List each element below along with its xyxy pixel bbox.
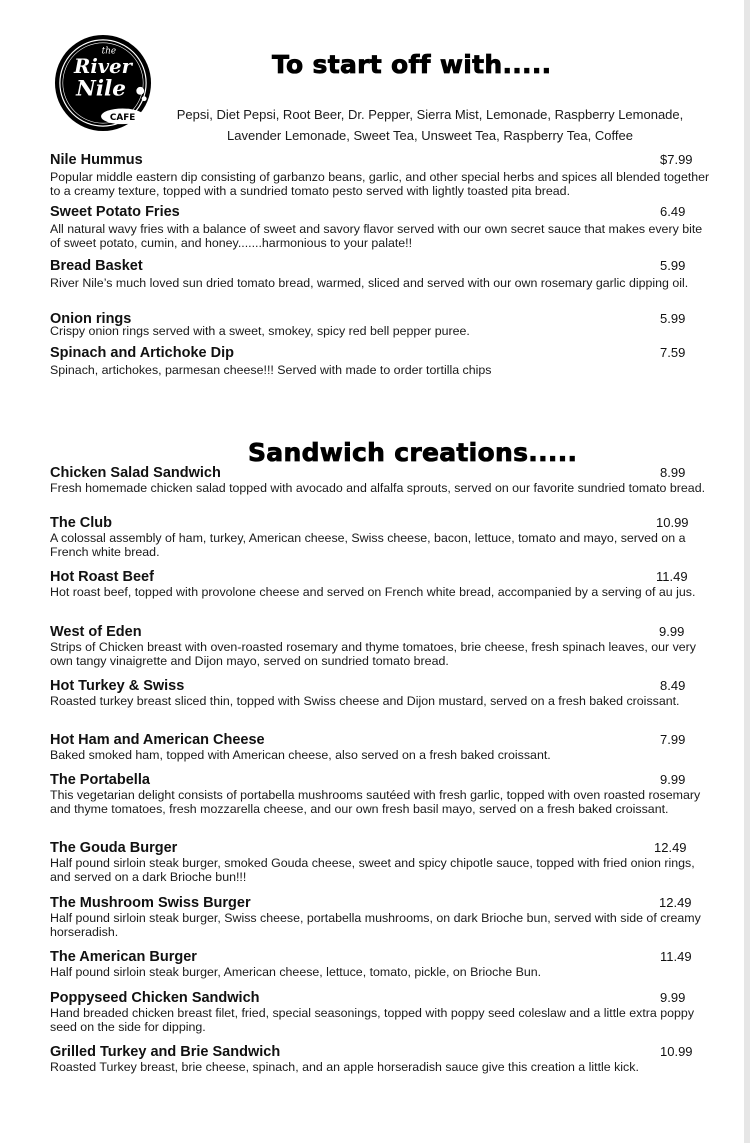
menu-item-price: 11.49 [656, 569, 688, 584]
menu-item-name: West of Eden [50, 624, 142, 640]
menu-item-name: Nile Hummus [50, 152, 143, 168]
menu-item-description: Roasted Turkey breast, brie cheese, spinach, and an apple horseradish sauce give this creation a little kick. [50, 1060, 639, 1074]
menu-item-description: All natural wavy fries with a balance of sweet and savory flavor served with our own secret sauce that makes every bite of sweet potato, cumin, and honey.......harmonious to your palate!! [50, 222, 703, 250]
section-heading-starters: To start off with..... [272, 50, 552, 79]
menu-item-name: Hot Roast Beef [50, 569, 154, 585]
menu-item-name: Spinach and Artichoke Dip [50, 345, 234, 361]
menu-item [50, 152, 710, 198]
menu-item-price: 12.49 [654, 840, 687, 855]
menu-item-description: Half pound sirloin steak burger, American cheese, lettuce, tomato, pickle, on Brioche Bun. [50, 965, 542, 979]
menu-item-description: Baked smoked ham, topped with American cheese, also served on a fresh baked croissant. [50, 748, 551, 762]
menu-item [50, 569, 710, 599]
menu-item-description: Strips of Chicken breast with oven-roasted rosemary and thyme tomatoes, brie cheese, fresh spinach leaves, our very own tangy vinaigrette and Dijon mayo, served on sundried tomato bread. [50, 640, 696, 668]
menu-item-name: The Portabella [50, 772, 150, 788]
menu-item-price: $7.99 [660, 152, 693, 167]
menu-item [50, 895, 710, 939]
menu-item-name: The Mushroom Swiss Burger [50, 895, 251, 911]
menu-item-description: Crispy onion rings served with a sweet, smokey, spicy red bell pepper puree. [50, 324, 470, 338]
logo-river: River [74, 55, 132, 79]
menu-item-description: Hot roast beef, topped with provolone cheese and served on French white bread, accompanied by a serving of au jus. [50, 585, 696, 599]
menu-item-name: Poppyseed Chicken Sandwich [50, 990, 260, 1006]
menu-item-description: Spinach, artichokes, parmesan cheese!!! Served with made to order tortilla chips [50, 363, 492, 377]
menu-item-price: 7.99 [660, 732, 686, 747]
menu-item-price: 8.99 [660, 465, 686, 480]
menu-item [50, 949, 710, 979]
beverages-line-2: Lavender Lemonade, Sweet Tea, Unsweet Tea, Raspberry Tea, Coffee [227, 128, 633, 143]
menu-item-description: Half pound sirloin steak burger, smoked Gouda cheese, sweet and spicy chipotle sauce, topped with fried onion rings, and served on a dark Brioche bun!!! [50, 856, 695, 884]
menu-item-name: Hot Turkey & Swiss [50, 678, 185, 694]
page-edge-shadow [744, 0, 750, 1143]
menu-item-name: Chicken Salad Sandwich [50, 465, 221, 481]
menu-item-price: 11.49 [660, 949, 692, 964]
menu-item-description: River Nile’s much loved sun dried tomato bread, warmed, sliced and served with our own rosemary garlic dipping oil. [50, 276, 689, 290]
menu-item-description: A colossal assembly of ham, turkey, American cheese, Swiss cheese, bacon, lettuce, tomato and mayo, served on a French white bread. [50, 531, 686, 559]
menu-item-name: Bread Basket [50, 258, 143, 274]
menu-item-name: The Club [50, 515, 113, 531]
beverages-line-1: Pepsi, Diet Pepsi, Root Beer, Dr. Pepper, Sierra Mist, Lemonade, Raspberry Lemonade, [176, 107, 684, 122]
menu-item-price: 10.99 [660, 1044, 693, 1059]
menu-item [50, 465, 710, 495]
menu-item-price: 10.99 [656, 515, 689, 530]
menu-item [50, 345, 710, 377]
menu-item-name: Grilled Turkey and Brie Sandwich [50, 1044, 281, 1060]
menu-item-name: Hot Ham and American Cheese [50, 732, 265, 748]
menu-item-description: Hand breaded chicken breast filet, fried, special seasonings, topped with poppy seed coleslaw and a little extra poppy seed on the side for dipping. [50, 1006, 695, 1034]
menu-item-name: Onion rings [50, 311, 132, 327]
menu-item-price: 6.49 [660, 204, 686, 219]
menu-item-name: The American Burger [50, 949, 197, 965]
menu-item-description: Roasted turkey breast sliced thin, topped with Swiss cheese and Dijon mustard, served on a fresh baked croissant. [50, 694, 680, 708]
river-nile-cafe-logo [54, 34, 152, 132]
menu-item-description: Popular middle eastern dip consisting of garbanzo beans, garlic, and other special herbs and spices all blended together to a creamy texture, topped with a sundried tomato pesto served with lightly toasted pita bread. [50, 170, 710, 198]
menu-item-price: 8.49 [660, 678, 686, 693]
menu-item [50, 840, 710, 884]
menu-item-price: 7.59 [660, 345, 686, 360]
menu-item-name: The Gouda Burger [50, 840, 178, 856]
menu-item-price: 9.99 [659, 624, 685, 639]
menu-item [50, 624, 710, 668]
section-heading-sandwiches: Sandwich creations..... [248, 438, 578, 467]
menu-item-name: Sweet Potato Fries [50, 204, 180, 220]
menu-item-price: 5.99 [660, 311, 686, 326]
logo-the: the [101, 46, 117, 57]
menu-item-description: Half pound sirloin steak burger, Swiss cheese, portabella mushrooms, on dark Brioche bun, served with side of creamy horseradish. [50, 911, 701, 939]
logo-nile: Nile [76, 76, 126, 102]
menu-item-price: 5.99 [660, 258, 686, 273]
menu-item-price: 12.49 [659, 895, 692, 910]
menu-item [50, 990, 710, 1034]
menu-item-price: 9.99 [660, 990, 686, 1005]
menu-item [50, 1044, 710, 1074]
menu-item [50, 204, 710, 250]
menu-item [50, 732, 710, 762]
menu-item [50, 772, 710, 816]
menu-item-description: Fresh homemade chicken salad topped with avocado and alfalfa sprouts, served on our favorite sundried tomato bread. [50, 481, 706, 495]
menu-item [50, 311, 710, 338]
menu-item-price: 9.99 [660, 772, 686, 787]
menu-item [50, 678, 710, 708]
logo-cafe: CAFE [109, 113, 136, 124]
menu-item-description: This vegetarian delight consists of portabella mushrooms sautéed with fresh garlic, topped with oven roasted rosemary and thyme tomatoes, fresh mozzarella cheese, and our own fresh basil mayo, served on a fresh baked croissant. [50, 788, 701, 816]
menu-item [50, 515, 710, 559]
menu-item [50, 258, 710, 290]
